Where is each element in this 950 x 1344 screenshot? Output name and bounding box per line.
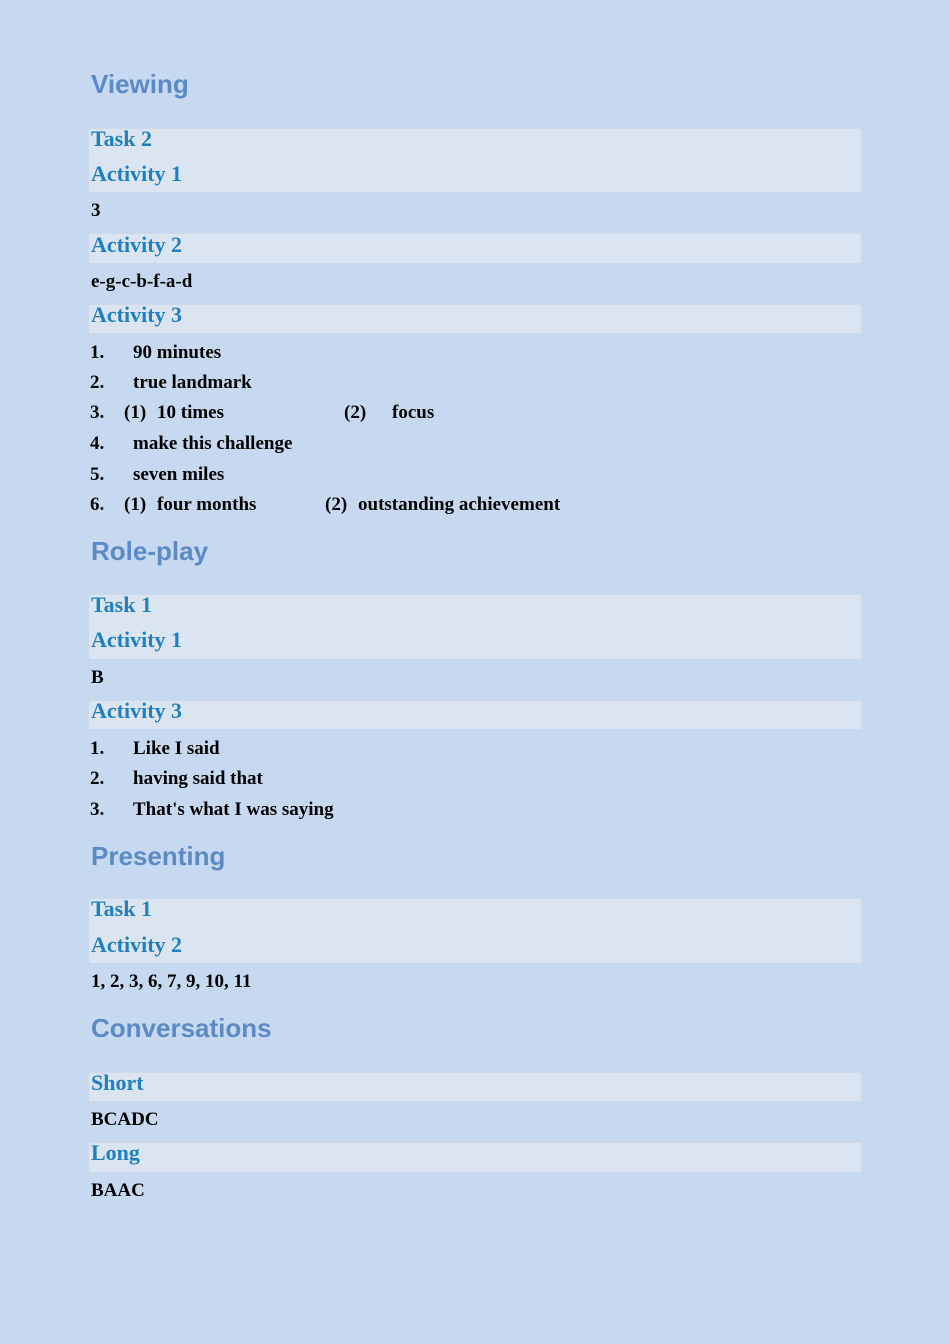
list-item: true landmark [133, 372, 252, 393]
heading-bar-short [89, 1072, 861, 1101]
list-number: 3. [90, 402, 105, 423]
heading-bar-long [89, 1142, 861, 1172]
task-heading: Task 2 [91, 126, 152, 151]
list-item: seven miles [133, 464, 225, 485]
heading-bar-activity3 [89, 304, 861, 333]
section-heading-viewing: Viewing [91, 69, 189, 99]
section-heading-conversations: Conversations [91, 1013, 272, 1043]
answer-text: 1, 2, 3, 6, 7, 9, 10, 11 [91, 971, 252, 992]
list-number: 5. [90, 464, 105, 485]
answer-text: B [91, 667, 104, 688]
section-heading-presenting: Presenting [91, 841, 226, 871]
list-number: 6. [90, 494, 105, 515]
activity-heading: Activity 2 [91, 932, 183, 957]
part-heading-short: Short [91, 1070, 144, 1095]
sub-number: (1) [124, 402, 147, 423]
list-item: having said that [133, 768, 263, 789]
activity-heading: Activity 1 [91, 627, 183, 652]
list-item: 10 times [157, 402, 225, 423]
list-number: 4. [90, 433, 105, 454]
activity-heading: Activity 2 [91, 232, 183, 257]
task-heading: Task 1 [91, 592, 152, 617]
answer-text: BAAC [91, 1180, 145, 1201]
list-item: 90 minutes [133, 342, 222, 363]
list-item: focus [392, 402, 435, 423]
answer-text: e-g-c-b-f-a-d [91, 271, 193, 292]
heading-bar-activity3 [89, 700, 861, 729]
sub-number: (2) [325, 494, 348, 515]
heading-bar-task2 [89, 128, 861, 192]
activity-heading: Activity 3 [91, 302, 183, 327]
list-item: Like I said [133, 738, 220, 759]
section-heading-role-play: Role-play [91, 536, 209, 566]
answer-text: BCADC [91, 1109, 159, 1130]
activity-heading: Activity 1 [91, 161, 183, 186]
list-number: 1. [90, 738, 105, 759]
sub-number: (1) [124, 494, 147, 515]
part-heading-long: Long [91, 1140, 140, 1165]
list-number: 3. [90, 799, 105, 820]
task-heading: Task 1 [91, 896, 152, 921]
list-number: 1. [90, 342, 105, 363]
list-item: make this challenge [133, 433, 293, 454]
heading-bar-task1 [89, 594, 861, 659]
answer-text: 3 [91, 200, 101, 221]
heading-bar-activity2 [89, 233, 861, 263]
heading-bar-task1 [89, 898, 861, 963]
sub-number: (2) [344, 402, 367, 423]
list-number: 2. [90, 372, 105, 393]
list-item: four months [157, 494, 257, 515]
list-item: outstanding achievement [358, 494, 561, 515]
list-number: 2. [90, 768, 105, 789]
list-item: That's what I was saying [133, 799, 334, 820]
activity-heading: Activity 3 [91, 698, 183, 723]
